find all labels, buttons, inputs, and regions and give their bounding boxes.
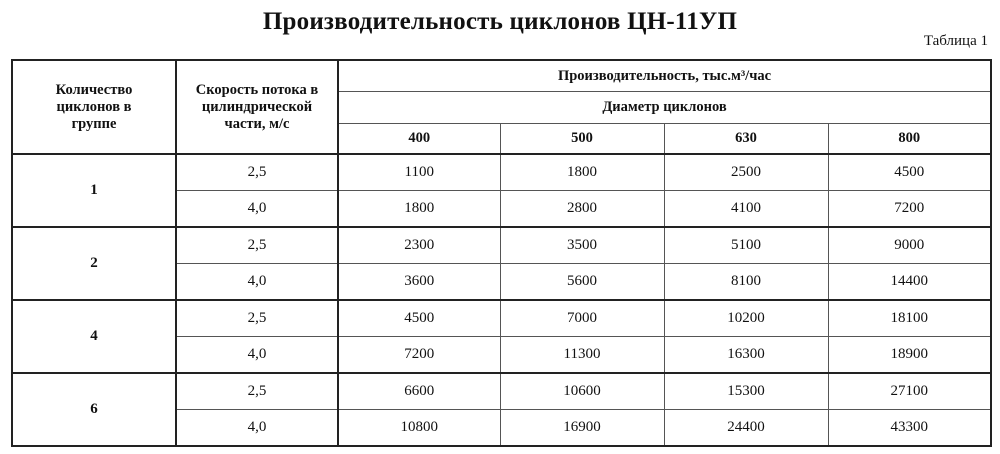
group-count-cell: 4 [12,300,176,373]
header-diameter-400: 400 [338,124,500,155]
header-diameter: Диаметр циклонов [338,92,991,124]
table-title: Производительность циклонов ЦН-11УП [262,8,738,35]
value-cell: 18900 [828,337,991,374]
speed-cell: 4,0 [176,191,338,228]
table-number-label: Таблица 1 [923,33,988,49]
value-cell: 10600 [500,373,664,410]
capacity-table [11,59,992,447]
value-cell: 1100 [338,154,500,191]
value-cell: 6600 [338,373,500,410]
value-cell: 10800 [338,410,500,447]
header-group-count: Количество циклонов в группе [12,60,176,154]
header-diameter-630: 630 [664,124,828,155]
table-row [12,300,991,337]
value-cell: 15300 [664,373,828,410]
speed-cell: 4,0 [176,337,338,374]
group-count-cell: 6 [12,373,176,446]
value-cell: 14400 [828,264,991,301]
value-cell: 5600 [500,264,664,301]
header-diameter-800: 800 [828,124,991,155]
speed-cell: 2,5 [176,154,338,191]
value-cell: 2300 [338,227,500,264]
group-count-cell: 2 [12,227,176,300]
speed-cell: 2,5 [176,300,338,337]
value-cell: 3500 [500,227,664,264]
value-cell: 10200 [664,300,828,337]
value-cell: 16300 [664,337,828,374]
value-cell: 24400 [664,410,828,447]
speed-cell: 2,5 [176,373,338,410]
header-capacity: Производительность, тыс.м³/час [338,60,991,92]
speed-cell: 4,0 [176,264,338,301]
value-cell: 11300 [500,337,664,374]
speed-cell: 2,5 [176,227,338,264]
table-row [12,373,991,410]
header-diameter-500: 500 [500,124,664,155]
value-cell: 16900 [500,410,664,447]
group-count-cell: 1 [12,154,176,227]
table-row [12,154,991,191]
table-row [12,227,991,264]
speed-cell: 4,0 [176,410,338,447]
value-cell: 18100 [828,300,991,337]
value-cell: 7000 [500,300,664,337]
value-cell: 4500 [828,154,991,191]
value-cell: 1800 [338,191,500,228]
value-cell: 3600 [338,264,500,301]
value-cell: 43300 [890,419,929,435]
value-cell: 9000 [828,227,991,264]
value-cell: 27100 [828,373,991,410]
value-cell: 4100 [664,191,828,228]
value-cell: 1800 [500,154,664,191]
value-cell: 7200 [338,337,500,374]
value-cell: 8100 [664,264,828,301]
value-cell: 4500 [338,300,500,337]
value-cell: 7200 [828,191,991,228]
header-flow-speed: Скорость потока в цилиндрической части, м/с [176,60,338,154]
value-cell: 5100 [664,227,828,264]
value-cell: 2800 [500,191,664,228]
value-cell: 2500 [664,154,828,191]
